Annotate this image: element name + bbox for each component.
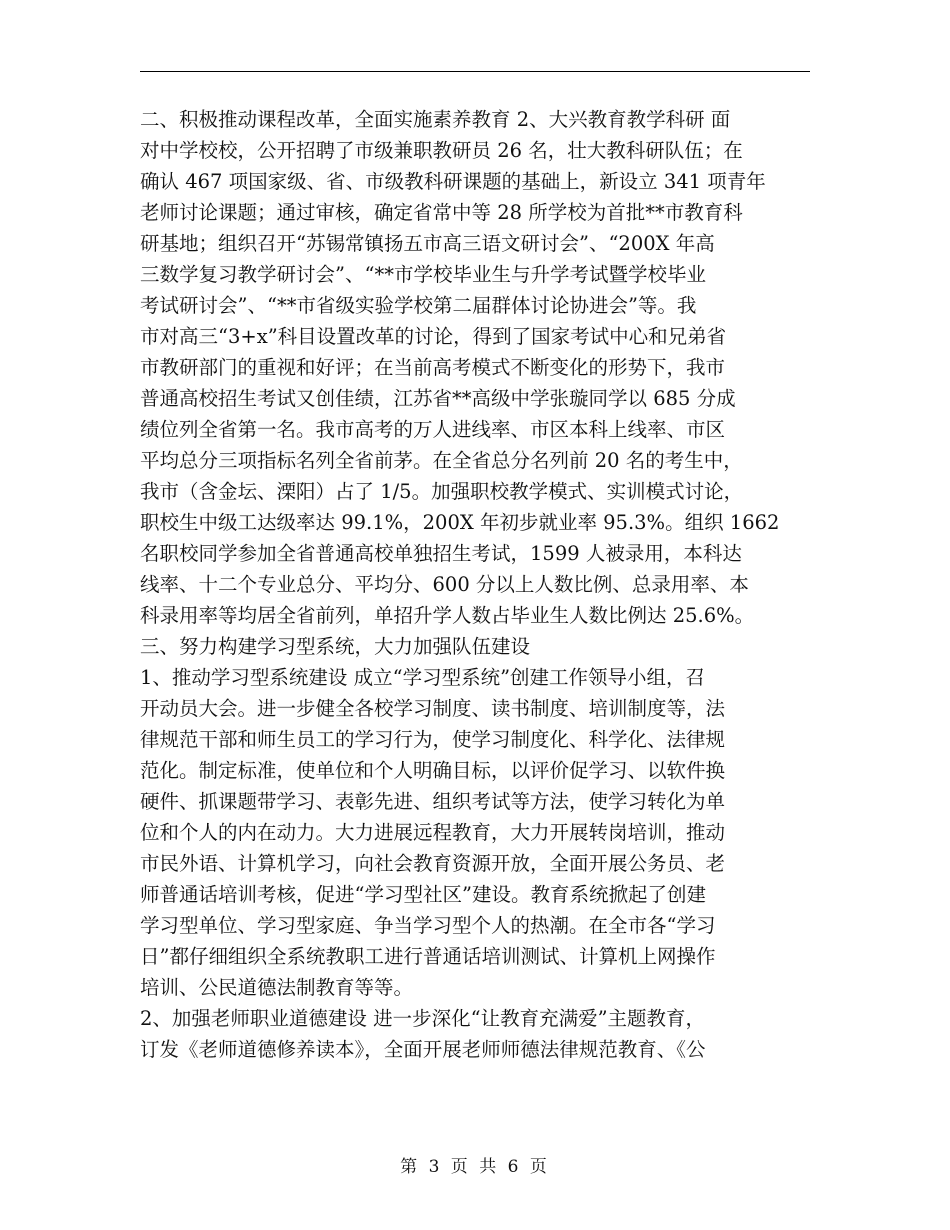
text-line: 开动员大会。进一步健全各校学习制度、读书制度、培训制度等，法	[140, 697, 726, 720]
text-line: 订发《老师道德修养读本》，全面开展老师师德法律规范教育、《公	[140, 1038, 706, 1061]
section-heading: 三、努力构建学习型系统，大力加强队伍建设	[140, 635, 531, 658]
text-line: 科录用率等均居全省前列，单招升学人数占毕业生人数比例达 25.6%。	[140, 604, 755, 627]
document-body	[140, 104, 812, 1065]
text-line: 考试研讨会”、“**市省级实验学校第二届群体讨论协进会”等。我	[140, 294, 697, 317]
text-line: 培训、公民道德法制教育等等。	[140, 976, 414, 999]
text-line: 普通高校招生考试又创佳绩，江苏省**高级中学张璇同学以 685 分成	[140, 387, 736, 410]
text-line: 平均总分三项指标名列全省前茅。在全省总分名列前 20 名的考生中，	[140, 449, 743, 472]
text-line: 师普通话培训考核，促进“学习型社区”建设。教育系统掀起了创建	[140, 883, 706, 906]
text-line: 2、加强老师职业道德建设 进一步深化“让教育充满爱”主题教育，	[140, 1007, 706, 1030]
text-line: 日”都仔细组织全系统教职工进行普通话培训测试、计算机上网操作	[140, 945, 716, 968]
text-line: 老师讨论课题；通过审核，确定省常中等 28 所学校为首批**市教育科	[140, 201, 743, 224]
text-line: 市教研部门的重视和好评；在当前高考模式不断变化的形势下，我市	[140, 356, 726, 379]
text-line: 确认 467 项国家级、省、市级教科研课题的基础上，新设立 341 项青年	[140, 170, 766, 193]
text-line: 名职校同学参加全省普通高校单独招生考试，1599 人被录用，本科达	[140, 542, 742, 565]
text-line: 市民外语、计算机学习，向社会教育资源开放，全面开展公务员、老	[140, 852, 726, 875]
page-number-footer: 第 3 页 共 6 页	[400, 1157, 550, 1177]
header-rule	[140, 71, 810, 72]
text-line: 三数学复习教学研讨会”、“**市学校毕业生与升学考试暨学校毕业	[140, 263, 706, 286]
text-line: 绩位列全省第一名。我市高考的万人进线率、市区本科上线率、市区	[140, 418, 726, 441]
text-line: 范化。制定标准，使单位和个人明确目标，以评价促学习、以软件换	[140, 759, 726, 782]
text-line: 硬件、抓课题带学习、表彰先进、组织考试等方法，使学习转化为单	[140, 790, 726, 813]
text-line: 位和个人的内在动力。大力进展远程教育，大力开展转岗培训，推动	[140, 821, 726, 844]
text-line: 市对高三“3+x”科目设置改革的讨论，得到了国家考试中心和兄弟省	[140, 325, 727, 348]
text-line: 线率、十二个专业总分、平均分、600 分以上人数比例、总录用率、本	[140, 573, 749, 596]
text-line: 学习型单位、学习型家庭、争当学习型个人的热潮。在全市各“学习	[140, 914, 716, 937]
text-line: 律规范干部和师生员工的学习行为，使学习制度化、科学化、法律规	[140, 728, 726, 751]
text-line: 对中学校校，公开招聘了市级兼职教研员 26 名，壮大教科研队伍；在	[140, 139, 743, 162]
text-line: 研基地；组织召开“苏锡常镇扬五市高三语文研讨会”、“200X 年高	[140, 232, 715, 255]
text-line: 我市（含金坛、溧阳）占了 1/5。加强职校教学模式、实训模式讨论，	[140, 480, 744, 503]
text-line: 二、积极推动课程改革，全面实施素养教育 2、大兴教育教学科研 面	[140, 108, 731, 131]
text-line: 职校生中级工达级率达 99.1%，200X 年初步就业率 95.3%。组织 1662	[140, 511, 780, 534]
text-line: 1、推动学习型系统建设 成立“学习型系统”创建工作领导小组，召	[140, 666, 706, 689]
